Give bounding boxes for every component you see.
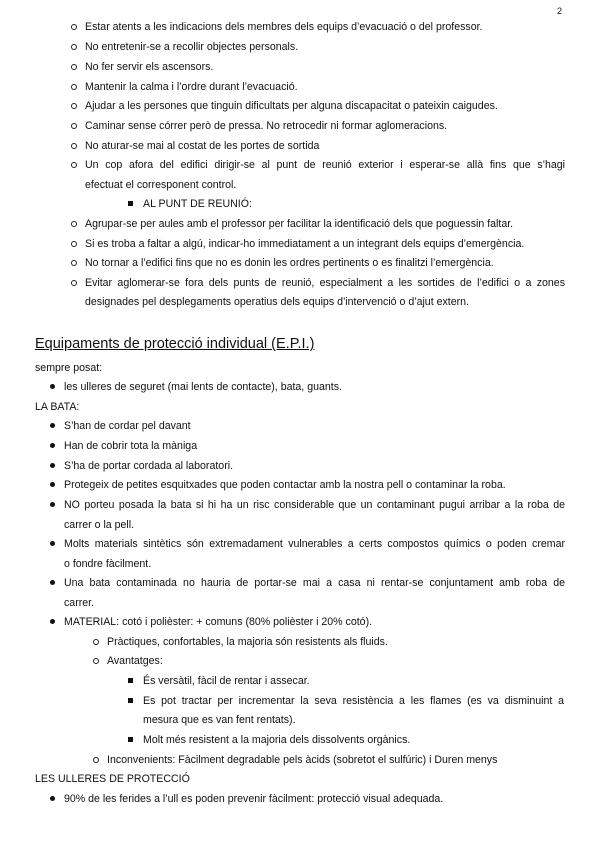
evac-item-5: Ajudar a les persones que tinguin dificultats per alguna discapacitat o pateixin caigudes. bbox=[85, 100, 498, 112]
coat-item-2: Han de cobrir tota la màniga bbox=[64, 440, 198, 452]
page-number: 2 bbox=[557, 6, 563, 16]
evac-item-6: Caminar sense córrer però de pressa. No retrocedir ni formar aglomeracions. bbox=[85, 120, 448, 132]
evac-item-8-line2: efectuat el corresponent control. bbox=[85, 179, 237, 191]
always-label: sempre posat: bbox=[35, 362, 103, 374]
avoid-item-line2: designades pel desplegaments operatius dels equips d’intervenció o d’ajut extern. bbox=[85, 296, 469, 308]
advantage-1: És versàtil, fàcil de rentar i assecar. bbox=[143, 675, 310, 687]
evac-item-3: No fer servir els ascensors. bbox=[85, 61, 214, 73]
epi-heading: Equipaments de protecció individual (E.P.I.) bbox=[35, 336, 315, 352]
coat-item-1: S’han de cordar pel davant bbox=[64, 420, 191, 432]
coat-item-3: S’ha de portar cordada al laboratori. bbox=[64, 460, 234, 472]
meeting-point-label: AL PUNT DE REUNIÓ: bbox=[143, 198, 252, 210]
always-item: les ulleres de seguret (mai lents de contacte), bata, guants. bbox=[64, 381, 342, 393]
advantage-2-line2: mesura que es van fent rentats). bbox=[143, 714, 296, 726]
goggles-label: LES ULLERES DE PROTECCIÓ bbox=[35, 773, 190, 785]
goggles-item: 90% de les ferides a l’ull es poden prevenir fàcilment: protecció visual adequada. bbox=[64, 793, 444, 805]
evac-item-2: No entretenir-se a recollir objectes personals. bbox=[85, 41, 299, 53]
evac-item-4: Mantenir la calma i l’ordre durant l’evacuació. bbox=[85, 81, 298, 93]
evac-item-8-line1: Un cop afora del edifici dirigir-se al punt de reunió exterior i esperar-se allà fins que s’hagi bbox=[85, 159, 565, 171]
coat-item-4: Protegeix de petites esquitxades que poden contactar amb la nostra pell o contaminar la roba. bbox=[64, 479, 506, 491]
practical-item: Pràctiques, confortables, la majoria són resistents als fluids. bbox=[107, 636, 388, 648]
meeting-item-2: Si es troba a faltar a algú, indicar-ho immediatament a un integrant dels equips d’emergència. bbox=[85, 238, 525, 250]
no-coat-line1: NO porteu posada la bata si hi ha un risc considerable que un contaminant pugui arribar a la roba de bbox=[64, 499, 565, 511]
meeting-item-3: No tornar a l’edifici fins que no es donin les ordres pertinents o es finalitzi l’emergència. bbox=[85, 257, 494, 269]
coat-label: LA BATA: bbox=[35, 401, 80, 413]
material-line: MATERIAL: cotó i polièster: + comuns (80% polièster i 20% cotó). bbox=[64, 616, 373, 628]
advantage-2-line1: Es pot tractar per incrementar la seva resistència a les flames (es va disminuint a bbox=[143, 695, 564, 707]
avoid-item-line1: Evitar aglomerar-se fora dels punts de reunió, especialment a les sortides de l’edifici o a zones bbox=[85, 277, 565, 289]
contaminated-line2: carrer. bbox=[64, 597, 95, 609]
advantage-3: Molt més resistent a la majoria dels dissolvents orgànics. bbox=[143, 734, 411, 746]
advantages-label: Avantatges: bbox=[107, 655, 163, 667]
synthetic-line1: Molts materials sintètics són extremadament vulnerables a certs compostos químics o poden cremar bbox=[64, 538, 565, 550]
no-coat-line2: carrer o la pell. bbox=[64, 519, 135, 531]
synthetic-line2: o fondre fàcilment. bbox=[64, 558, 152, 570]
meeting-item-1: Agrupar-se per aules amb el professor per facilitar la identificació dels que poguessin faltar. bbox=[85, 218, 514, 230]
evac-item-1: Estar atents a les indicacions dels membres dels equips d’evacuació o del professor. bbox=[85, 21, 483, 33]
evac-item-7: No aturar-se mai al costat de les portes de sortida bbox=[85, 140, 320, 152]
drawbacks-item: Inconvenients: Fàcilment degradable pels àcids (sobretot el sulfúric) i Duren menys bbox=[107, 754, 498, 766]
contaminated-line1: Una bata contaminada no hauria de portar-se mai a casa ni rentar-se conjuntament amb roba de bbox=[64, 577, 565, 589]
